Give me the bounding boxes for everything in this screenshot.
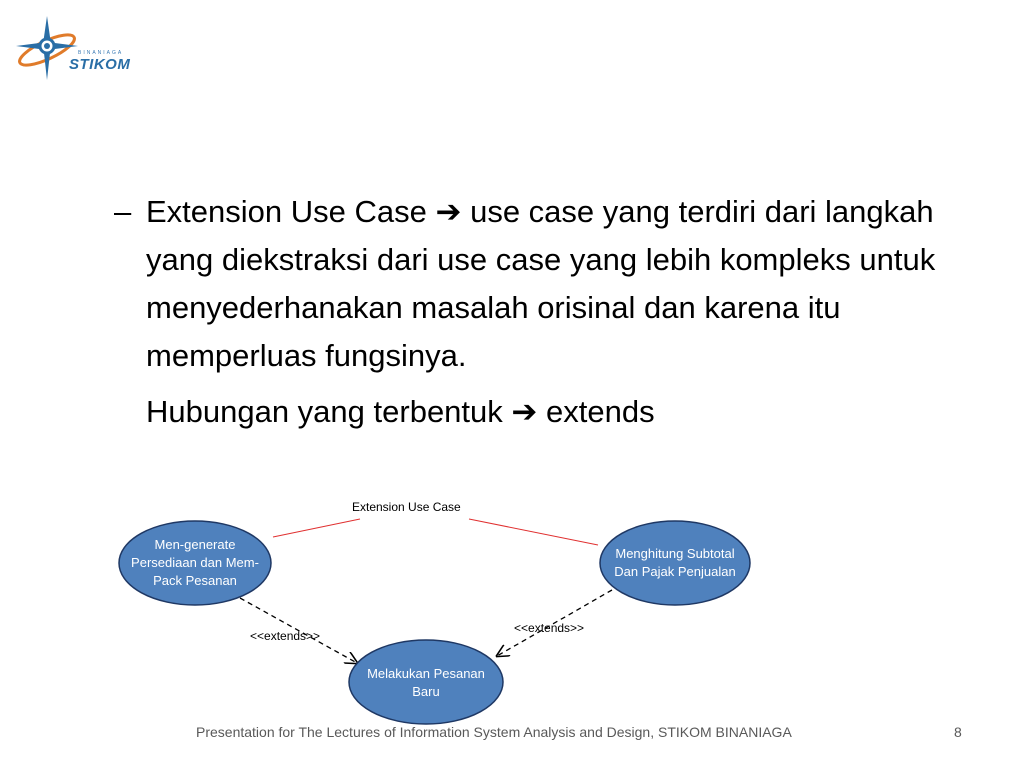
use-case-label-left: Men-generate Persediaan dan Mem-Pack Pesanan	[131, 537, 259, 588]
extends-label-left: <<extends>>	[250, 629, 321, 643]
logo-subtitle: BINANIAGA	[78, 50, 124, 56]
arrow-right-icon: ➔	[511, 394, 538, 429]
bullet-text-part2: use case yang terdiri dari langkah yang diekstraksi dari use case yang lebih kompleks untuk menyederhanakan masalah orisinal dan karena itu memperluas fungsinya.	[146, 194, 936, 373]
relation-value: extends	[537, 394, 655, 429]
relation-text: Hubungan yang terbentuk	[146, 394, 512, 429]
logo-title: STIKOM	[69, 56, 131, 73]
footer-text: Presentation for The Lectures of Information System Analysis and Design, STIKOM BINANIAGA	[196, 724, 792, 740]
callout-line-right	[469, 519, 598, 545]
arrow-right-icon: ➔	[435, 194, 462, 229]
use-case-label-bottom: Melakukan Pesanan Baru	[367, 666, 485, 699]
page-number: 8	[954, 724, 962, 740]
bullet-dash: –	[114, 194, 132, 229]
use-case-label-right: Menghitung Subtotal Dan Pajak Penjualan	[614, 546, 736, 579]
bullet-text-part1: Extension Use Case	[146, 194, 436, 229]
diagram-title: Extension Use Case	[352, 500, 461, 514]
callout-line-left	[273, 519, 360, 537]
extends-label-right: <<extends>>	[514, 621, 585, 635]
